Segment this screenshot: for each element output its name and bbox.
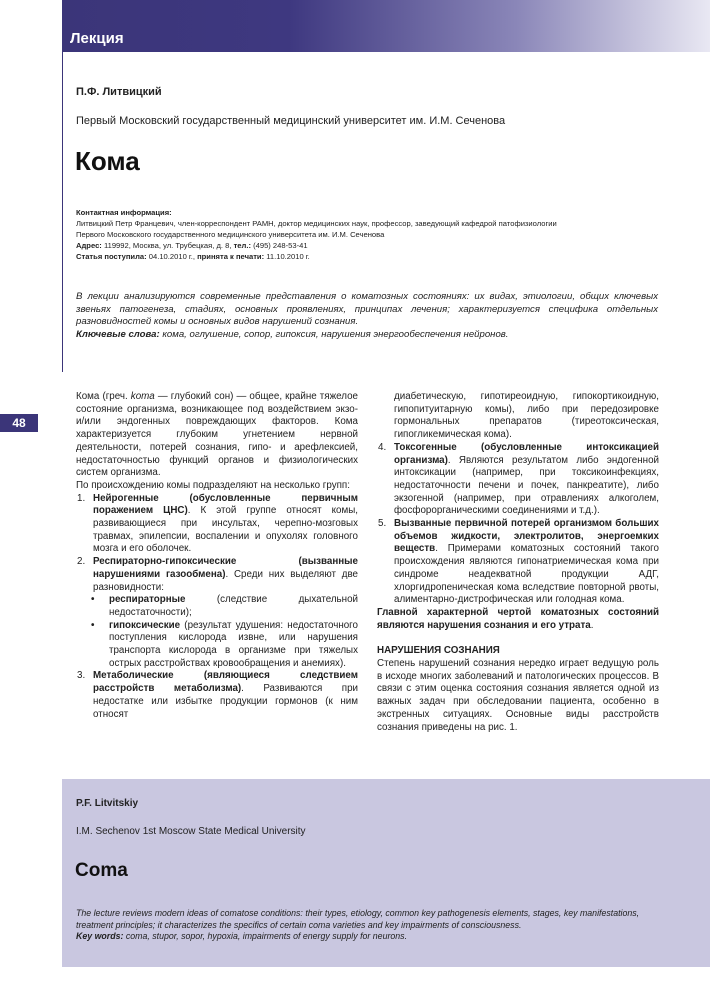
intro-part: Кома (греч. bbox=[76, 391, 131, 402]
list-number: 5. bbox=[378, 518, 387, 530]
phone-value: (495) 248-53-41 bbox=[250, 241, 308, 250]
english-summary-box bbox=[62, 779, 710, 967]
sub-item-heading: гипоксические bbox=[109, 619, 181, 631]
list-item-text: . Являются результатом либо эндогенной интоксикации (например, при токсикоинфекциях, недостаточности печени и почек, панкреатите), либо экзогенной (например, при отравлениях алкоголем, фосфорорганическими соединениями и т.д.). bbox=[394, 454, 659, 517]
abstract-text: В лекции анализируются современные представления о коматозных состояниях: их видах, этиологии, общих ключевых звеньях патогенеза, стадиях, основных проявлениях, принципах лечения; характеризуется специфика отдельных разновидностей комы и основных видов нарушений сознания. bbox=[76, 291, 658, 327]
bullet: • bbox=[91, 619, 95, 631]
abstract-ru bbox=[76, 291, 658, 341]
list-item bbox=[76, 670, 358, 721]
english-title: Coma bbox=[75, 860, 128, 881]
address-value: 119992, Москва, ул. Трубецкая, д. 8, bbox=[101, 241, 234, 250]
classification-paragraph: По происхождению комы подразделяют на несколько групп: bbox=[76, 479, 350, 491]
conclusion-end: . bbox=[590, 619, 594, 631]
english-keywords-label: Key words: bbox=[76, 931, 124, 941]
list-item-heading: Респираторно-гипоксические (вызванные нарушениями газообмена) bbox=[93, 556, 358, 580]
intro-paragraph bbox=[76, 391, 358, 480]
english-author: P.F. Litvitskiy bbox=[76, 798, 139, 809]
english-keywords-text: coma, stupor, sopor, hypoxia, impairments of energy supply for neurons. bbox=[123, 931, 408, 941]
received-label: Статья поступила: bbox=[76, 252, 147, 261]
list-number: 1. bbox=[77, 492, 86, 504]
list-item-heading: Нейрогенные (обусловленные первичным поражением ЦНС) bbox=[93, 492, 358, 517]
intro-term: koma bbox=[130, 391, 155, 402]
list-item-continuation: диабетическую, гипотиреоидную, гипокортикоидную, гипопитуитарную комы), либо при передозировке гормональных препаратов (тиреотоксическая, гипогликемическая кома). bbox=[394, 391, 659, 441]
author-name: П.Ф. Литвицкий bbox=[76, 86, 162, 98]
conclusion-paragraph bbox=[377, 607, 659, 632]
section-title: Лекция bbox=[70, 30, 124, 47]
conclusion-text: Главной характерной чертой коматозных состояний являются нарушения сознания и его утрата bbox=[377, 606, 659, 631]
english-affiliation: I.M. Sechenov 1st Moscow State Medical University bbox=[76, 826, 306, 837]
list-number: 2. bbox=[77, 556, 86, 568]
body-column-right bbox=[377, 391, 659, 734]
bullet: • bbox=[91, 594, 95, 606]
contact-line-1: Литвицкий Петр Францевич, член-корреспондент РАМН, доктор медицинских наук, профессор, заведующий кафедрой патофизиологии bbox=[76, 219, 557, 228]
contact-address bbox=[76, 240, 676, 251]
list-item-text: . К этой группе относят комы, развивающиеся при инсультах, черепно-мозговых травмах, эпилепсии, воспалении и опухолях головного мозга и его оболочек. bbox=[93, 505, 358, 555]
list-item-heading: Вызванные первичной потерей организмом больших объемов жидкости, электролитов, энергоемких веществ bbox=[394, 518, 659, 555]
phone-label: тел.: bbox=[233, 241, 251, 250]
list-number: 4. bbox=[378, 441, 387, 453]
sub-list-item bbox=[76, 594, 358, 619]
author-affiliation: Первый Московский государственный медицинский университет им. И.М. Сеченова bbox=[76, 115, 506, 127]
sub-list-item bbox=[76, 620, 358, 671]
sub-item-text: (результат удушения: недостаточного поступления кислорода извне, или нарушения транспорта кислорода в организме при тяжелых острых расстройствах кровообращения и анемиях). bbox=[109, 619, 358, 669]
header-band bbox=[62, 0, 710, 52]
list-item bbox=[76, 493, 358, 557]
english-abstract bbox=[76, 908, 658, 943]
list-number: 3. bbox=[77, 670, 86, 682]
page-number: 48 bbox=[0, 414, 38, 432]
sub-item-text: (следствие дыхательной недостаточности); bbox=[109, 594, 358, 618]
list-item bbox=[377, 442, 659, 518]
contact-label: Контактная информация: bbox=[76, 208, 172, 217]
list-item-text: . Среди них выделяют две разновидности: bbox=[93, 568, 359, 593]
list-item bbox=[377, 518, 659, 607]
list-item-text: . Развиваются при недостатке или избытке продукции гормонов (к ним относят bbox=[93, 683, 358, 720]
body-column-left bbox=[76, 391, 358, 721]
received-value: 04.10.2010 г., bbox=[146, 252, 198, 261]
address-label: Адрес: bbox=[76, 241, 102, 250]
accepted-value: 11.10.2010 г. bbox=[264, 252, 310, 261]
section-heading: НАРУШЕНИЯ СОЗНАНИЯ bbox=[377, 645, 500, 657]
list-item-heading: Метаболические (являющиеся следствием расстройств метаболизма) bbox=[93, 670, 358, 695]
list-item-text: . Примерами коматозных состояний такого происхождения являются гипонатриемическая кома при синдроме неадекватной продукции АДГ, хлоргидропеническая кома вследствие повторной рвоты, алиментарно-дистрофическая или голодная кома. bbox=[394, 543, 659, 606]
contact-info bbox=[76, 207, 676, 262]
keywords-text: кома, оглушение, сопор, гипоксия, нарушения энергообеспечения нейронов. bbox=[159, 328, 509, 340]
section-paragraph: Степень нарушений сознания нередко играет ведущую роль в исходе многих заболеваний и патологических процессов. В связи с этим оценка состояния сознания является одной из важных задач при обследовании пациента, особенно в экстренных ситуациях. Основные виды расстройств сознания приведены на рис. 1. bbox=[377, 658, 659, 733]
article-title: Кома bbox=[75, 146, 140, 176]
margin-rule bbox=[62, 52, 63, 372]
accepted-label: принята к печати: bbox=[197, 252, 265, 261]
contact-line-2: Первого Московского государственного медицинского университета им. И.М. Сеченова bbox=[76, 230, 385, 239]
english-abstract-text: The lecture reviews modern ideas of comatose conditions: their types, etiology, common key pathogenesis elements, stages, key manifestations, treatment principles; it characterizes the specifics of certain coma varieties and key impairments of consciousness. bbox=[76, 908, 640, 930]
sub-item-heading: респираторные bbox=[109, 594, 186, 606]
intro-rest: — глубокий сон) — общее, крайне тяжелое состояние организма, возникающее под воздействием экзо- и/или эндогенных повреждающих факторов. Кома характеризуется глубоким угнетением нервной деятельности, потерей сознания, гипо- и арефлексией, недостаточностью функций органов и физиологических систем организма. bbox=[76, 391, 358, 479]
list-item-heading: Токсогенные (обусловленные интоксикацией организма) bbox=[394, 441, 659, 466]
keywords-label: Ключевые слова: bbox=[76, 328, 160, 340]
list-item bbox=[76, 556, 358, 594]
contact-dates bbox=[76, 251, 676, 262]
